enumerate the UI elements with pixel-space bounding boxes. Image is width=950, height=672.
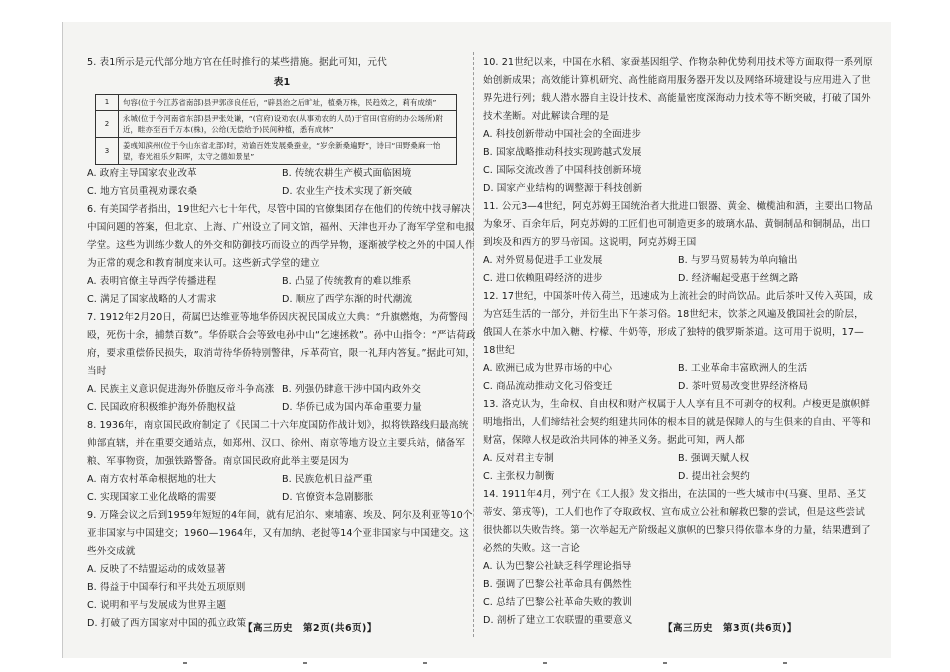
option-d: D. 官僚资本急剧膨胀 (282, 492, 374, 503)
question-11-stem: 11. 公元3—4世纪，阿克苏姆王国统治者大批进口银器、黄金、橄榄油和酒，主要出口物品为象牙、百余年后，阿克苏姆的工匠们也可制造更多的玻璃水晶、黄铜制品和铜制品，出口到埃及和西方的罗马帝国。这说明，阿克苏姆王国 (483, 201, 873, 248)
question-12 (483, 288, 873, 396)
question-12-options (483, 360, 873, 396)
question-13-options (483, 450, 873, 486)
option-c: C. 地方官员重视劝课农桑 (87, 186, 198, 197)
question-5-stem: 5. 表1所示是元代部分地方官在任时推行的某些措施。据此可知，元代 (87, 57, 387, 68)
table-cell-number: 1 (96, 95, 119, 111)
option-c: C. 商品流动推动文化习俗变迁 (483, 381, 613, 392)
option-b: B. 与罗马贸易转为单向输出 (678, 255, 798, 266)
table-cell-text: 永城(位于今河南省东部)县尹张处谦，“(官府)设劝农(从事劝农的人员)于官田(官府的办公场所)附近，畦亦至百千万本(株)，公给(无偿给予)民间种植，悉有成林” (119, 111, 457, 138)
table-1 (95, 94, 457, 165)
question-6-options (87, 273, 477, 309)
question-14 (483, 486, 873, 630)
scan-mark (663, 662, 667, 664)
question-11-options (483, 252, 873, 288)
option-c: C. 主张权力制衡 (483, 471, 555, 482)
option-c: C. 进口依赖阻碍经济的进步 (483, 273, 603, 284)
option-c: C. 说明和平与发展成为世界主题 (87, 600, 227, 611)
table-row (96, 138, 457, 165)
option-d: D. 农业生产技术实现了新突破 (282, 186, 413, 197)
table-cell-text: 姜彧知滨州(位于今山东省北部)时，劝谕百姓发展桑蚕业，“岁余新桑遍野”，诗曰“田野桑麻一怡望，春光祖乐夕阳晖，太守之德如景星” (119, 138, 457, 165)
question-14-stem: 14. 1911年4月，列宁在《工人报》发文指出，在法国的一些大城市中(马赛、里昂、圣艾蒂安、第戎等)，工人们也作了夺取政权、宣布成立公社和解救巴黎的尝试，但是这些尝试很快都以失败告终。第一次举起无产阶级起义旗帜的巴黎只得依靠本身的力量，结果遭到了必然的失败。这一言论 (483, 489, 871, 554)
question-8-stem: 8. 1936年，南京国民政府制定了《民国二十六年度国防作战计划》，拟将铁路线归最高统帅部直辖，并在重要交通站点，如郑州、汉口、徐州、南京等地方设立主要兵站，储备军粮、军事物资，加强铁路警备。南京国民政府此举主要是因为 (87, 420, 469, 467)
option-b: B. 强调天赋人权 (678, 453, 750, 464)
option-d: D. 打破了西方国家对中国的孤立政策 (87, 618, 247, 629)
option-a: A. 欧洲已成为世界市场的中心 (483, 363, 613, 374)
option-d: D. 茶叶贸易改变世界经济格局 (678, 381, 809, 392)
option-a: A. 科技创新带动中国社会的全面进步 (483, 129, 642, 140)
option-a: A. 政府主导国家农业改革 (87, 168, 197, 179)
exam-sheet (62, 22, 891, 658)
option-d: D. 顺应了西学东渐的时代潮流 (282, 294, 413, 305)
question-10-options (483, 126, 873, 198)
option-d: D. 华侨已成为国内革命重要力量 (282, 402, 422, 413)
scan-mark (183, 662, 187, 664)
option-a: A. 对外贸易促进手工业发展 (483, 255, 603, 266)
table-row (96, 95, 457, 111)
page-footer-left: 【高三历史 第2页(共6页)】 (243, 623, 377, 634)
option-a: A. 认为巴黎公社缺乏科学理论指导 (483, 561, 632, 572)
option-d: D. 经济崛起受惠于丝绸之路 (678, 273, 799, 284)
option-d: D. 剖析了建立工农联盟的重要意义 (483, 615, 633, 626)
page-footer-right: 【高三历史 第3页(共6页)】 (663, 623, 797, 634)
question-5-options (87, 165, 477, 201)
table-cell-number: 2 (96, 111, 119, 138)
question-6 (87, 201, 477, 309)
question-13-stem: 13. 洛克认为，生命权、自由权和财产权属于人人享有且不可剥夺的权利。卢梭更是旗帜鲜明地指出，人们缔结社会契约组建共同体的根本目的就是保障人的与生俱来的自由、平等和财富，保障人权是政治共同体的神圣义务。据此可知，两人都 (483, 399, 871, 446)
option-a: A. 表明官僚主导西学传播进程 (87, 276, 217, 287)
option-b: B. 工业革命丰富欧洲人的生活 (678, 363, 808, 374)
scan-mark (783, 662, 787, 664)
option-b: B. 得益于中国奉行和平共处五项原则 (87, 582, 246, 593)
scan-mark (543, 662, 547, 664)
question-10 (483, 54, 873, 198)
option-d: D. 国家产业结构的调整源于科技创新 (483, 183, 643, 194)
scan-mark (423, 662, 427, 664)
option-b: B. 强调了巴黎公社革命具有偶然性 (483, 579, 632, 590)
table-cell-text: 句容(位于今江苏省南部)县尹郭彦良任后，“辟县治之后旷址，植桑万株，民趋效之，莉有成绩” (119, 95, 457, 111)
option-a: A. 反对君主专制 (483, 453, 554, 464)
question-5 (87, 54, 477, 201)
question-7-options (87, 381, 477, 417)
option-b: B. 民族危机日益严重 (282, 474, 373, 485)
question-11 (483, 198, 873, 288)
question-7-stem: 7. 1912年2月20日，荷属巴达维亚等地华侨因庆祝民国成立大典：“升旗燃炮，为荷警闯殴，死伤十余，捕禁百数”。华侨联合会等致电孙中山“乞速拯救”。孙中山指令：“严诘荷政府，要求重偿侨民损失，取消苛待华侨特别警律，斥革荷官，限一礼拜内答复。”据此可知，当时 (87, 312, 476, 377)
option-c: C. 国际交流改善了中国科技创新环境 (483, 165, 642, 176)
right-column (483, 54, 873, 630)
table-row (96, 111, 457, 138)
question-9-stem: 9. 万隆会议之后到1959年短短的4年间，就有尼泊尔、柬埔寨、埃及、阿尔及利亚等10个亚非国家与中国建交；1960—1964年，又有加纳、老挝等14个亚非国家与中国建交。这些外交成就 (87, 510, 473, 557)
option-d: D. 提出社会契约 (678, 471, 750, 482)
option-b: B. 凸显了传统教育的难以维系 (282, 276, 412, 287)
option-b: B. 传统农耕生产模式面临困境 (282, 168, 412, 179)
option-c: C. 实现国家工业化战略的需要 (87, 492, 217, 503)
question-10-stem: 10. 21世纪以来，中国在水稻、家蚕基因组学、作物杂种优势利用技术等方面取得一系列原始创新成果；高效能计算机研究、高性能商用服务器开发以及网络环境建设与应用进入了世界先进行列；载人潜水器自主设计技术、高能量密度深海动力技术等不断突破，打破了国外技术垄断。对此解读合理的是 (483, 57, 873, 122)
option-b: B. 国家战略推动科技实现跨越式发展 (483, 147, 642, 158)
option-b: B. 列强仍肆意干涉中国内政外交 (282, 384, 421, 395)
question-9 (87, 507, 477, 633)
table-cell-number: 3 (96, 138, 119, 165)
table-1-title: 表1 (273, 77, 291, 88)
question-8-options (87, 471, 477, 507)
question-6-stem: 6. 有美国学者指出，19世纪六七十年代，尽管中国的官僚集团存在他们的传统中找寻解决中国问题的答案，但北京、上海、广州设立了同文馆，福州、天津也开办了海军学堂和电报学堂。这些为训练少数人的外交和防御技巧而设立的西学异物，逐渐被学校之外的中国人作为正常的观念和教育制度来认可。这些新式学堂的建立 (87, 204, 475, 269)
question-8 (87, 417, 477, 507)
question-13 (483, 396, 873, 486)
question-12-stem: 12. 17世纪，中国茶叶传入荷兰，迅速成为上流社会的时尚饮品。此后茶叶又传入英国，成为宫廷生活的一部分，并衍生出下午茶习俗。18世纪末，饮茶之风遍及俄国社会的阶层，俄国人在茶水中加入糖、柠檬、牛奶等，形成了独特的俄罗斯茶道。这可用于说明，17—18世纪 (483, 291, 873, 356)
option-c: C. 民国政府积极维护海外侨胞权益 (87, 402, 236, 413)
option-a: A. 反映了不结盟运动的成效显著 (87, 564, 226, 575)
option-a: A. 南方农村革命根据地的壮大 (87, 474, 217, 485)
scan-mark (303, 662, 307, 664)
option-c: C. 满足了国家战略的人才需求 (87, 294, 217, 305)
question-7 (87, 309, 477, 417)
left-column (87, 54, 477, 633)
option-c: C. 总结了巴黎公社革命失败的教训 (483, 597, 632, 608)
option-a: A. 民族主义意识促进海外侨胞反帝斗争高涨 (87, 384, 275, 395)
